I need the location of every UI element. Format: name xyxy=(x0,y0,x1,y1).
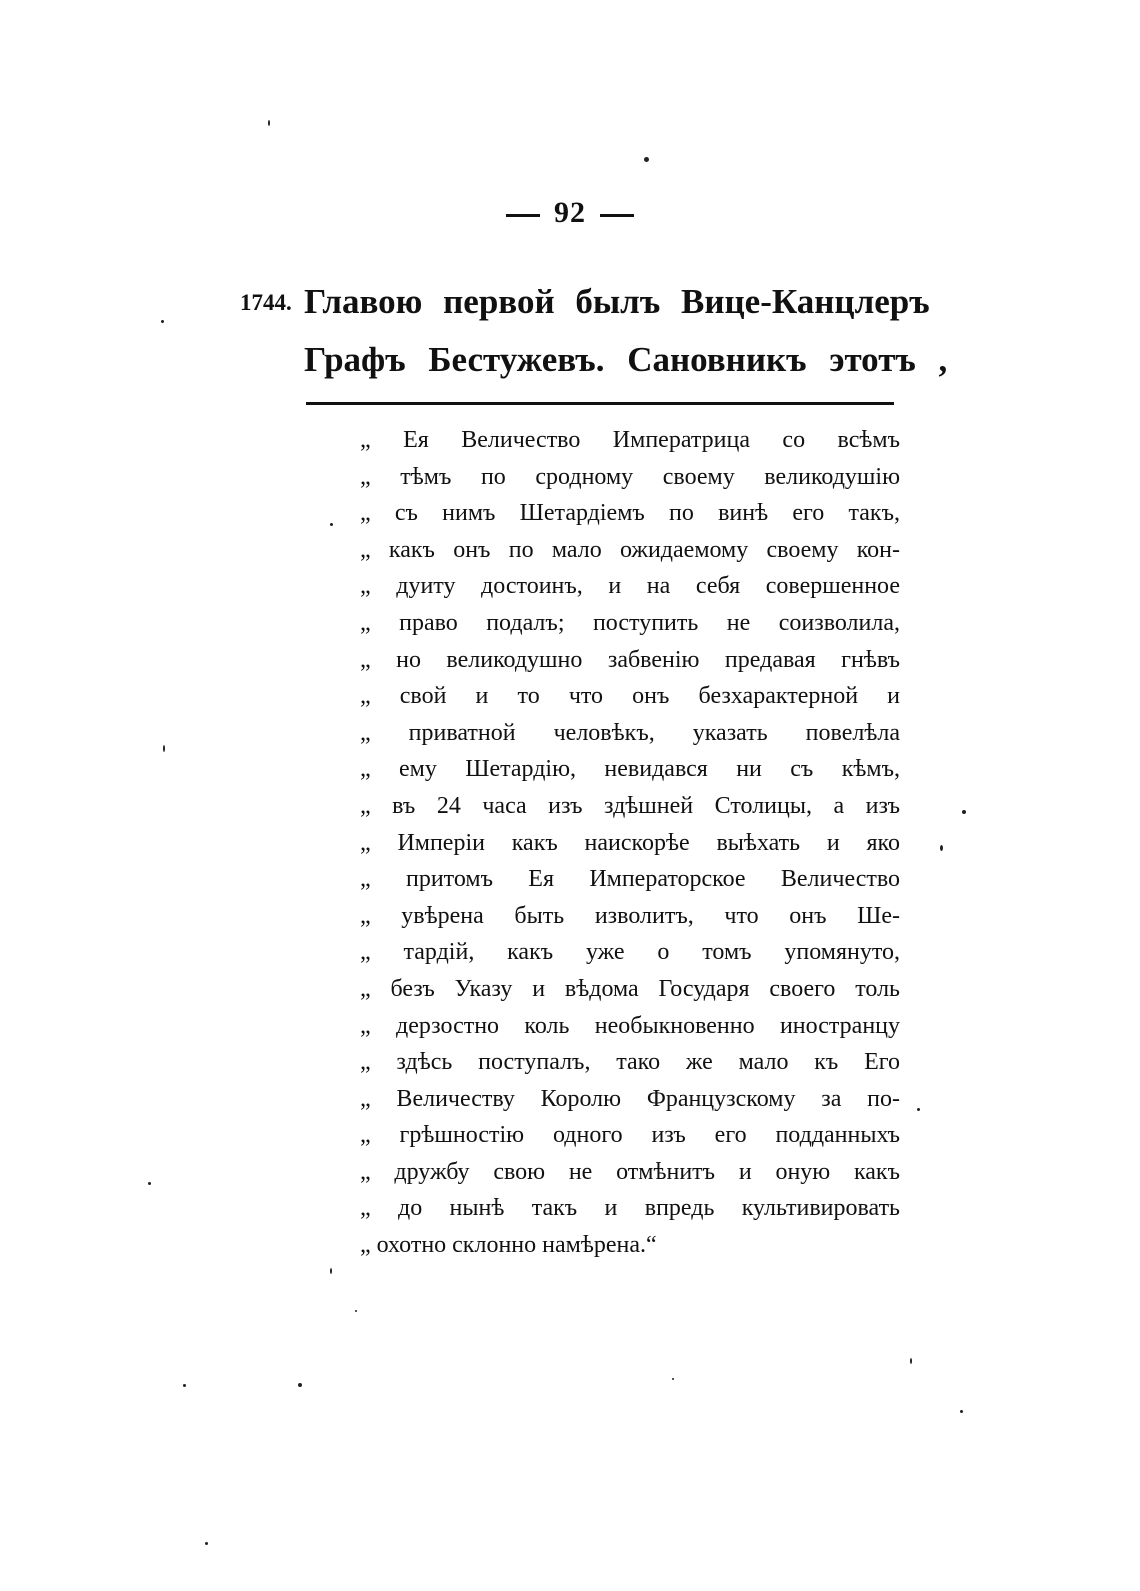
scan-speck xyxy=(330,523,333,526)
footnote-line: „ дуиту достоинъ, и на себя совершенное xyxy=(360,573,900,600)
footnote-line: „ Имперіи какъ наискорѣе выѣхать и яко xyxy=(360,829,900,856)
left-dash xyxy=(506,214,540,217)
footnote-line: „ право подалъ; поступить не соизволила, xyxy=(360,609,900,636)
scan-speck xyxy=(910,1358,912,1364)
scan-speck xyxy=(962,810,966,814)
footnote-line: „ Ея Величество Императрица со всѣмъ xyxy=(360,427,900,453)
footnote-line: „ безъ Указу и вѣдома Государя своего толь xyxy=(360,975,900,1002)
scan-speck xyxy=(161,320,164,323)
footnote-line: „ тардій, какъ уже о томъ упомянуто, xyxy=(360,939,900,966)
scan-speck xyxy=(917,1108,920,1111)
footnote-line: „ охотно склонно намѣрена.“ xyxy=(360,1232,657,1259)
footnote-line: „ приватной человѣкъ, указать повелѣла xyxy=(360,719,900,746)
footnote-line: „ дерзостно коль необыкновенно иностранцу xyxy=(360,1012,900,1039)
footnote-line: „ грѣшностію одного изъ его подданныхъ xyxy=(360,1122,900,1149)
margin-year: 1744. xyxy=(240,290,292,315)
footnote-line: „ дружбу свою не отмѣнитъ и оную какъ xyxy=(360,1158,900,1185)
scan-speck xyxy=(940,845,943,851)
footnote-separator-rule xyxy=(306,402,894,405)
footnote-line: „ увѣрена быть изволитъ, что онъ Ше- xyxy=(360,902,900,929)
page-number: 92 xyxy=(554,196,586,229)
scan-speck xyxy=(330,1268,332,1274)
footnote-line: „ какъ онъ по мало ожидаемому своему кон- xyxy=(360,536,900,563)
scan-speck xyxy=(355,1310,357,1312)
scan-speck xyxy=(205,1542,208,1545)
scan-speck xyxy=(148,1182,151,1185)
scan-speck xyxy=(644,157,649,162)
scan-speck xyxy=(268,120,270,126)
footnote-line: „ здѣсь поступалъ, тако же мало къ Его xyxy=(360,1049,900,1076)
scan-speck xyxy=(183,1384,186,1387)
main-text-line-1: Главою первой былъ Вице-Канцлеръ xyxy=(304,282,930,321)
footnote-line: „ Величеству Королю Французскому за по- xyxy=(360,1085,900,1112)
right-dash xyxy=(600,214,634,217)
footnote-line: „ притомъ Ея Императорское Величество xyxy=(360,866,900,893)
scan-speck xyxy=(960,1410,963,1413)
scan-speck xyxy=(298,1383,302,1387)
footnote-line: „ съ нимъ Шетардіемъ по винѣ его такъ, xyxy=(360,500,900,527)
main-text-line-2: Графъ Бестужевъ. Сановникъ этотъ , xyxy=(304,340,948,379)
footnote-line: „ въ 24 часа изъ здѣшней Столицы, а изъ xyxy=(360,792,900,819)
footnote-block xyxy=(360,422,900,1264)
footnote-line: „ но великодушно забвенію предавая гнѣвъ xyxy=(360,646,900,673)
footnote-line: „ тѣмъ по сродному своему великодушію xyxy=(360,463,900,490)
scan-speck xyxy=(163,745,165,752)
scan-speck xyxy=(672,1378,674,1380)
page-number-header xyxy=(0,196,1140,230)
footnote-line: „ до нынѣ такъ и впредь культивировать xyxy=(360,1195,900,1222)
footnote-line: „ ему Шетардію, невидався ни съ кѣмъ, xyxy=(360,756,900,783)
footnote-line: „ свой и то что онъ безхарактерной и xyxy=(360,683,900,710)
